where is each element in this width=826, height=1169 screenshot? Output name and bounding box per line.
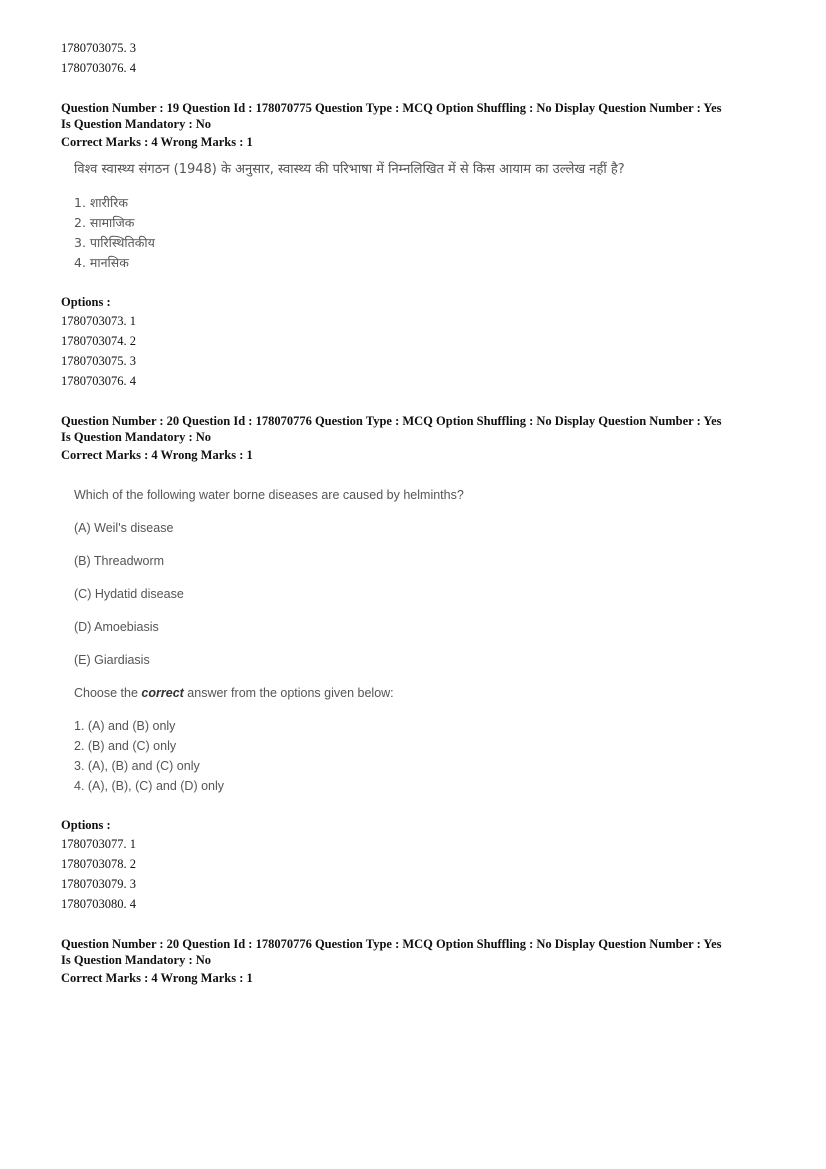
list-item: (E) Giardiasis xyxy=(74,653,150,667)
options-list xyxy=(61,834,781,914)
mandatory-text: Is Question Mandatory : No xyxy=(61,953,212,967)
question-20-repeat-block xyxy=(61,936,781,987)
question-20-repeat-header xyxy=(61,936,781,968)
question-header-text: Question Number : 20 Question Id : 178070776 Question Type : MCQ Option Shuffling : No Display Question Number : Yes xyxy=(61,937,722,951)
choice-item: 2. सामाजिक xyxy=(74,215,135,230)
question-20-block xyxy=(61,413,781,914)
choice-item: 2. (B) and (C) only xyxy=(74,739,177,753)
mandatory-text: Is Question Mandatory : No xyxy=(61,430,212,444)
question-20-header xyxy=(61,413,781,445)
option-line: 1780703077. 1 xyxy=(61,837,136,851)
mandatory-text: Is Question Mandatory : No xyxy=(61,117,212,131)
previous-options-list xyxy=(61,38,781,78)
question-header-text: Question Number : 19 Question Id : 178070775 Question Type : MCQ Option Shuffling : No Display Question Number : Yes xyxy=(61,101,722,115)
option-line: 1780703074. 2 xyxy=(61,334,136,348)
question-19-block xyxy=(61,100,781,391)
marks-text: Correct Marks : 4 Wrong Marks : 1 xyxy=(61,135,253,149)
options-label: Options : xyxy=(61,818,111,832)
question-19-header xyxy=(61,100,781,132)
question-20-image xyxy=(61,486,781,796)
option-line: 1780703080. 4 xyxy=(61,897,136,911)
option-line: 1780703073. 1 xyxy=(61,314,136,328)
question-header-text: Question Number : 20 Question Id : 178070776 Question Type : MCQ Option Shuffling : No Display Question Number : Yes xyxy=(61,414,722,428)
options-label: Options : xyxy=(61,295,111,309)
question-19-image xyxy=(61,161,781,273)
list-item: (A) Weil's disease xyxy=(74,521,174,535)
list-item: (D) Amoebiasis xyxy=(74,620,159,634)
choice-item: 3. (A), (B) and (C) only xyxy=(74,759,200,773)
question-text: विश्व स्वास्थ्य संगठन (1948) के अनुसार, स्वास्थ्य की परिभाषा में निम्नलिखित में से किस आयाम का उल्लेख नहीं है? xyxy=(74,162,625,177)
list-item: (C) Hydatid disease xyxy=(74,587,184,601)
question-text: Which of the following water borne diseases are caused by helminths? xyxy=(74,488,464,502)
choice-item: 1. शारीरिक xyxy=(74,195,128,210)
option-line: 1780703076. 4 xyxy=(61,61,136,75)
choice-item: 1. (A) and (B) only xyxy=(74,719,176,733)
question-paper-page xyxy=(61,38,781,987)
option-line: 1780703076. 4 xyxy=(61,374,136,388)
marks-text: Correct Marks : 4 Wrong Marks : 1 xyxy=(61,448,253,462)
instruction-post: answer from the options given below: xyxy=(183,686,394,700)
choice-list xyxy=(74,193,781,273)
choice-item: 4. मानसिक xyxy=(74,255,129,270)
option-line: 1780703078. 2 xyxy=(61,857,136,871)
option-line: 1780703075. 3 xyxy=(61,41,136,55)
instruction-pre: Choose the xyxy=(74,686,142,700)
instruction-text xyxy=(74,684,781,702)
option-line: 1780703079. 3 xyxy=(61,877,136,891)
list-item: (B) Threadworm xyxy=(74,554,165,568)
choice-list xyxy=(74,716,781,796)
marks-text: Correct Marks : 4 Wrong Marks : 1 xyxy=(61,971,253,985)
option-line: 1780703075. 3 xyxy=(61,354,136,368)
options-list xyxy=(61,311,781,391)
choice-item: 3. पारिस्थितिकीय xyxy=(74,235,155,250)
choice-item: 4. (A), (B), (C) and (D) only xyxy=(74,779,225,793)
instruction-emphasis: correct xyxy=(141,686,184,700)
item-list xyxy=(74,519,781,669)
